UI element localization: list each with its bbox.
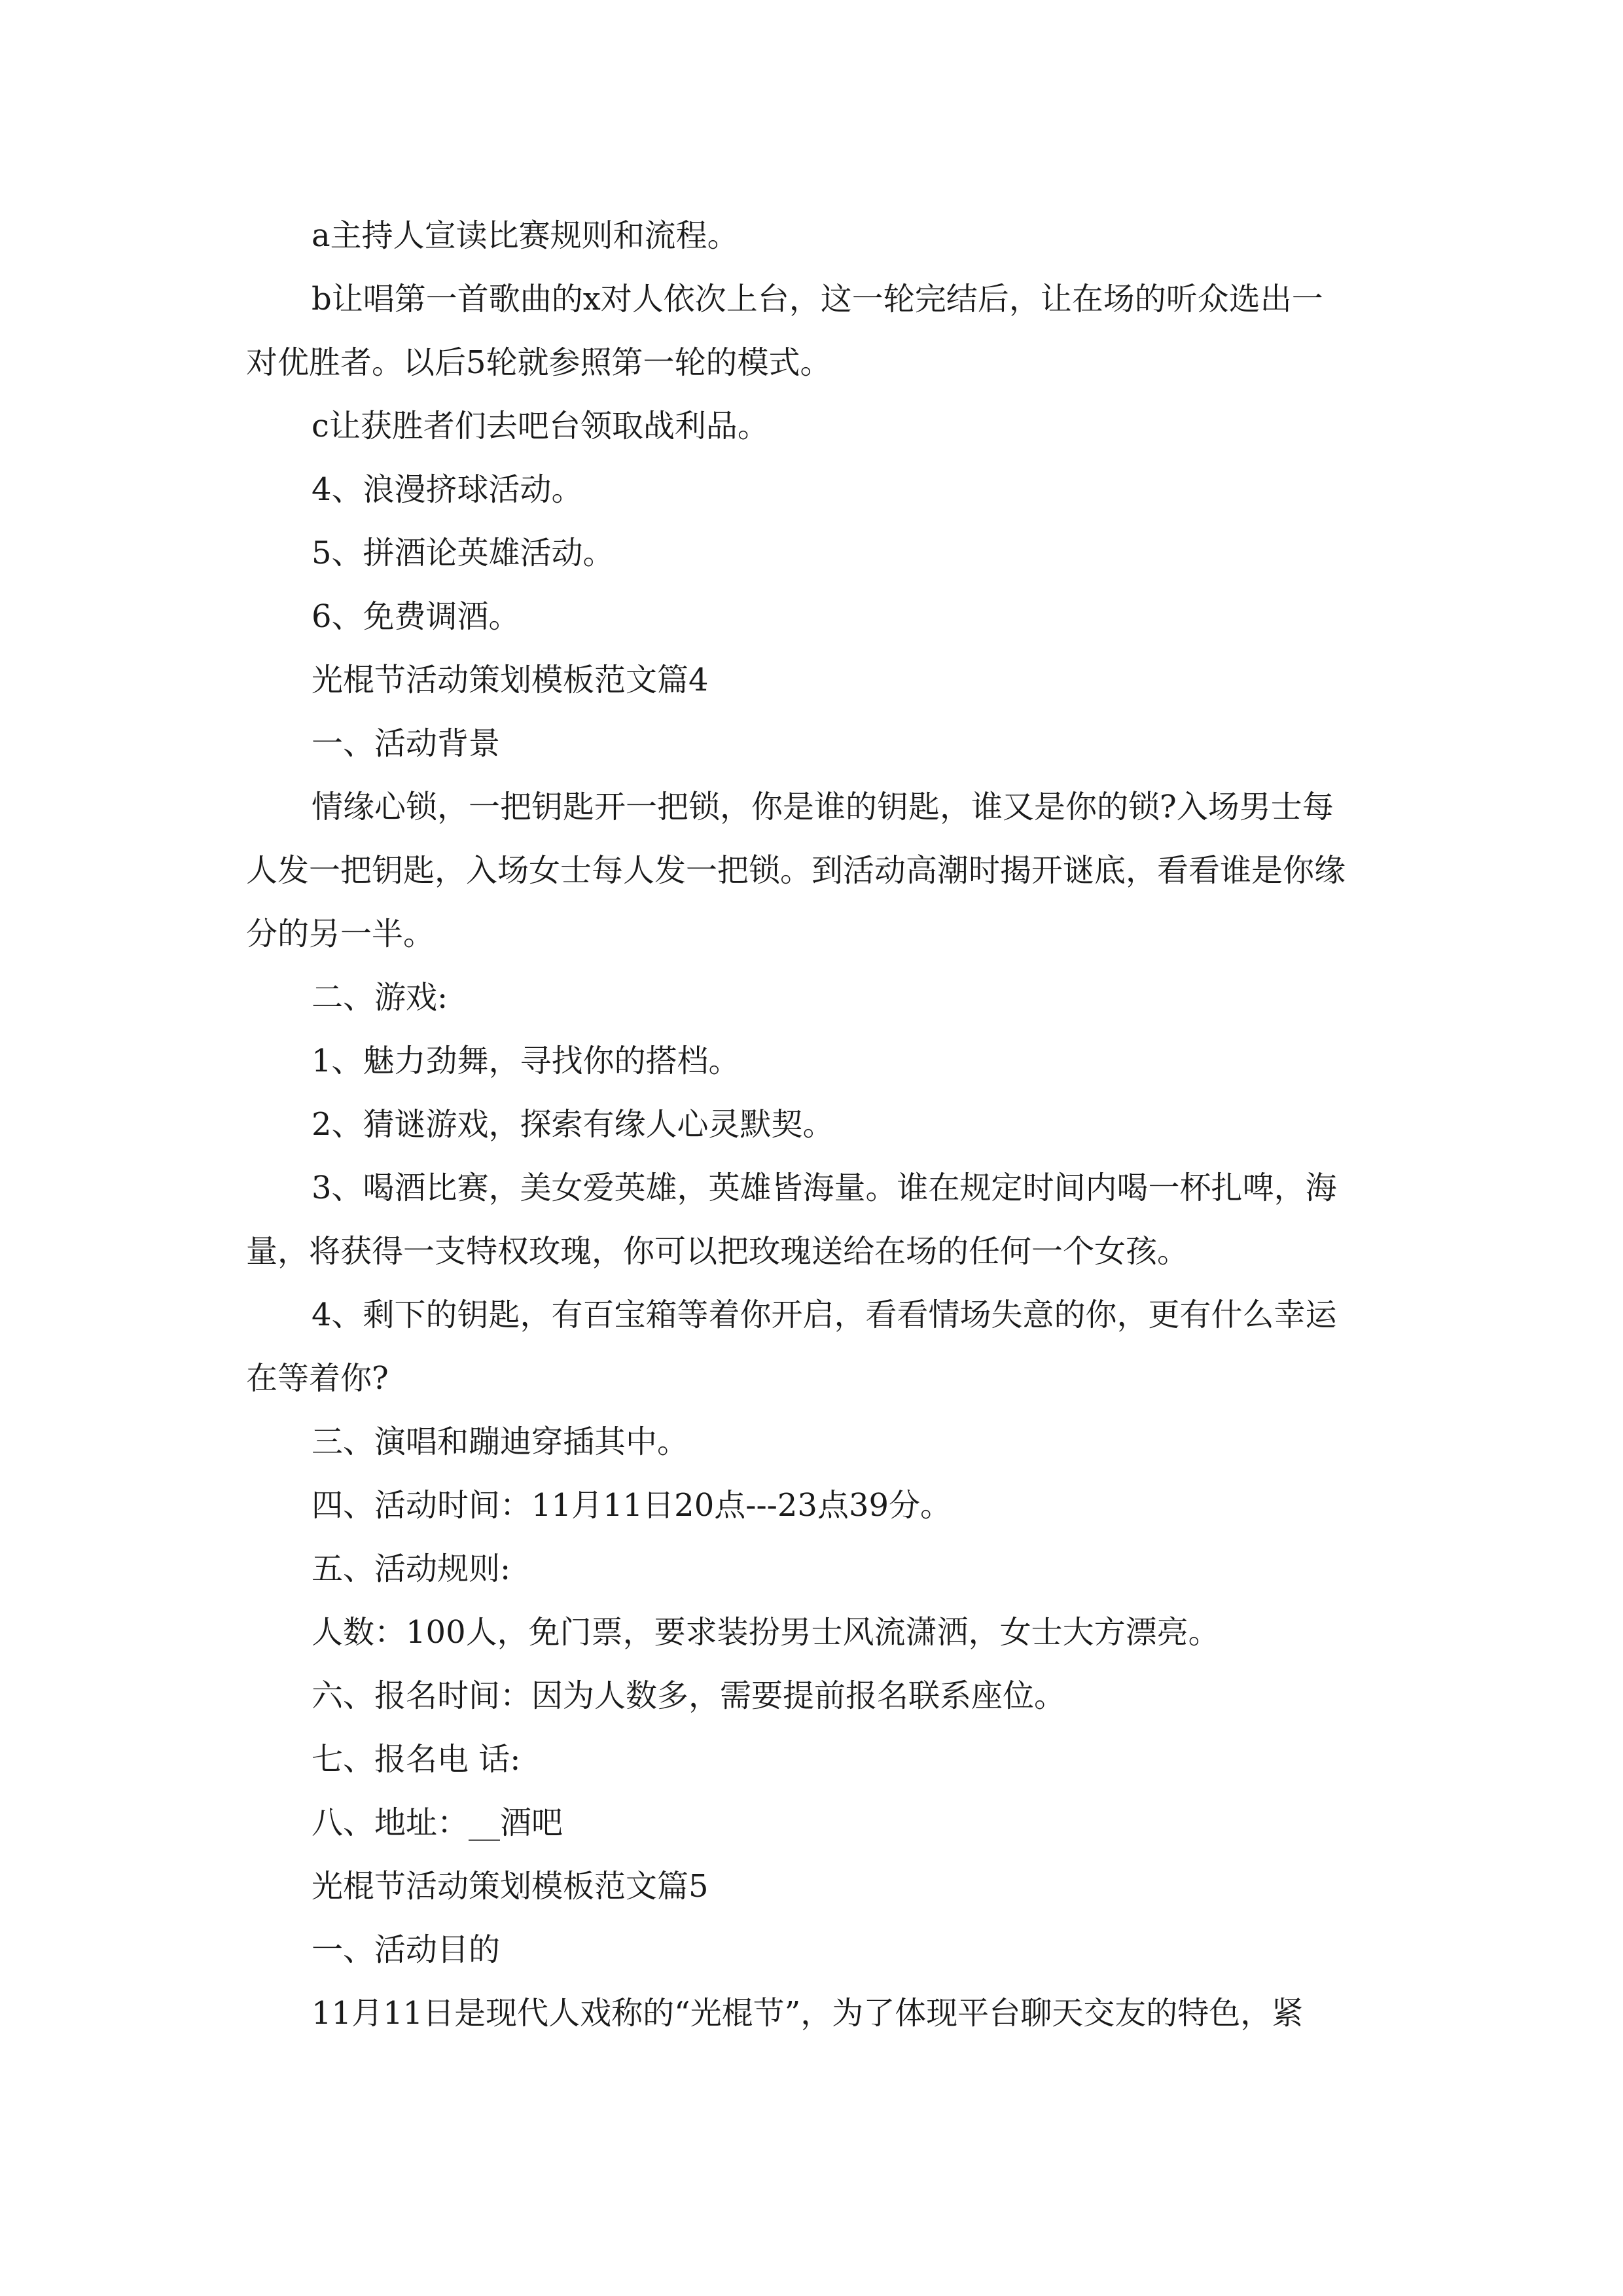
list-item: 3、喝酒比赛，美女爱英雄，英雄皆海量。谁在规定时间内喝一杯扎啤，海 [312, 1170, 1337, 1206]
section-heading: 二、游戏: [312, 979, 448, 1016]
paragraph-line: 情缘心锁，一把钥匙开一把锁，你是谁的钥匙，谁又是你的锁?入场男士每 [312, 789, 1334, 825]
section-heading: 五、活动规则: [312, 1551, 511, 1587]
section-heading: 一、活动目的 [312, 1931, 501, 1968]
paragraph-line: 对优胜者。以后5轮就参照第一轮的模式。 [246, 344, 832, 381]
list-item: 1、魅力劲舞，寻找你的搭档。 [312, 1043, 740, 1079]
paragraph-line: 人数：100人，免门票，要求装扮男士风流潇洒，女士大方漂亮。 [312, 1614, 1220, 1651]
list-item: 2、猜谜游戏，探索有缘人心灵默契。 [312, 1106, 834, 1143]
section-heading: 八、地址：__酒吧 [312, 1804, 563, 1841]
section-heading: 四、活动时间：11月11日20点---23点39分。 [312, 1487, 952, 1524]
section-title: 光棍节活动策划模板范文篇4 [312, 662, 709, 698]
paragraph-line: c让获胜者们去吧台领取战利品。 [312, 408, 769, 444]
paragraph-line: 11月11日是现代人戏称的“光棍节”，为了体现平台聊天交友的特色，紧 [312, 1995, 1304, 2032]
list-item: 5、拼酒论英雄活动。 [312, 535, 615, 571]
paragraph-line: a主持人宣读比赛规则和流程。 [312, 217, 739, 254]
paragraph-line: 在等着你? [246, 1360, 389, 1397]
paragraph-line: b让唱第一首歌曲的x对人依次上台，这一轮完结后，让在场的听众选出一 [312, 281, 1323, 317]
section-title: 光棍节活动策划模板范文篇5 [312, 1868, 709, 1905]
section-heading: 三、演唱和蹦迪穿插其中。 [312, 1424, 689, 1460]
section-heading: 七、报名电 话: [312, 1741, 521, 1778]
paragraph-line: 量，将获得一支特权玫瑰，你可以把玫瑰送给在场的任何一个女孩。 [246, 1233, 1189, 1270]
list-item: 6、免费调酒。 [312, 598, 520, 635]
list-item: 4、剩下的钥匙，有百宝箱等着你开启，看看情场失意的你，更有什么幸运 [312, 1297, 1337, 1333]
document-page [246, 204, 1377, 2045]
paragraph-line: 人发一把钥匙，入场女士每人发一把锁。到活动高潮时揭开谜底，看看谁是你缘 [246, 852, 1346, 889]
section-heading: 六、报名时间：因为人数多，需要提前报名联系座位。 [312, 1677, 1066, 1714]
list-item: 4、浪漫挤球活动。 [312, 471, 583, 508]
paragraph-line: 分的另一半。 [246, 916, 435, 952]
section-heading: 一、活动背景 [312, 725, 501, 762]
